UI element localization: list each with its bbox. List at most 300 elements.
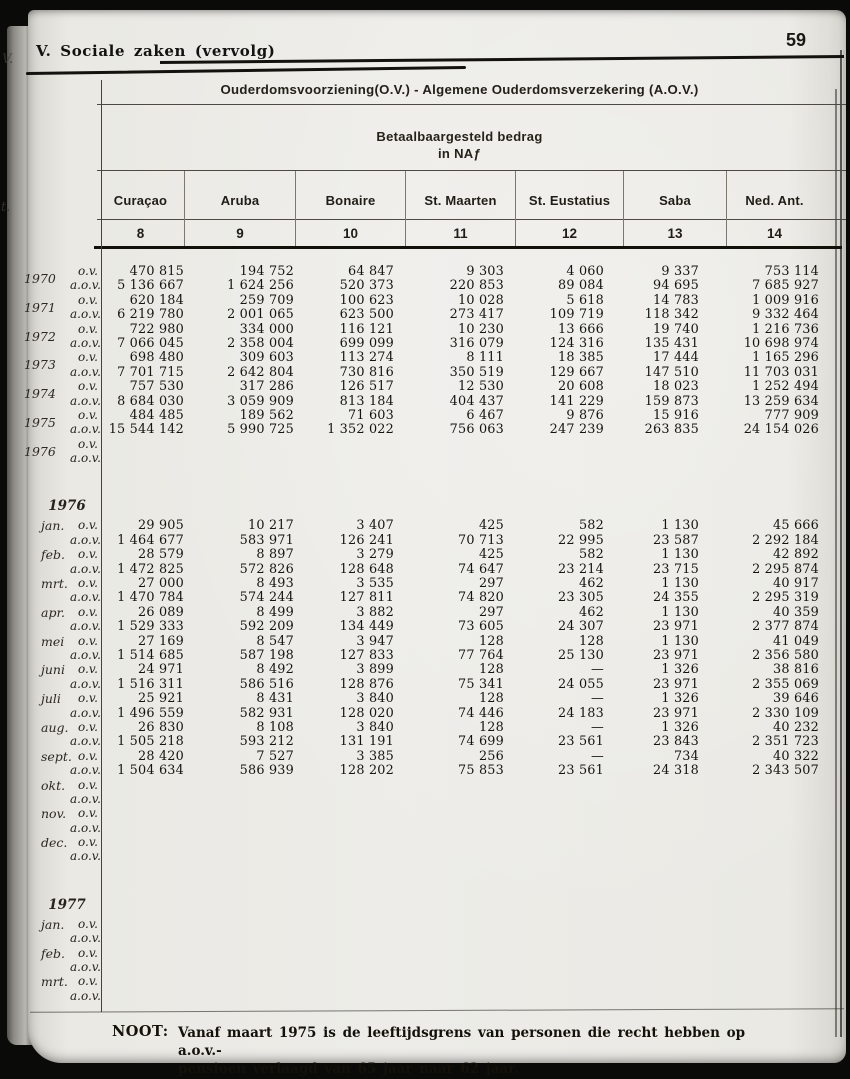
value-cell: 23 561 [558,734,604,750]
section-year-header: 1976 [48,498,86,515]
value-cell: 2 001 065 [227,307,294,323]
value-cell: 40 232 [773,719,819,735]
value-cell [185,821,295,835]
period-label: 1975 [24,414,56,430]
period-label: okt. [41,777,66,793]
value-cell: 586 939 [239,763,294,779]
value-cell: 118 342 [644,307,699,323]
value-cell: 13 666 [558,321,604,337]
value-cell: 77 764 [458,647,504,663]
value-cell [103,778,185,793]
ov-label: o.v. [78,292,98,307]
value-cell: 24 055 [558,676,604,692]
value-cell [295,931,395,945]
value-cell: 10 698 974 [743,335,819,351]
value-cell: 17 444 [653,350,699,366]
value-cell [185,437,295,452]
table-row [22,662,828,676]
table-row [22,835,828,849]
value-cell [295,437,395,452]
value-cell: 39 646 [773,691,819,707]
value-cell [295,821,395,835]
value-cell [295,974,395,989]
value-cell: — [591,719,604,735]
value-cell [605,849,700,863]
value-cell: 699 099 [339,335,394,351]
value-cell: 24 154 026 [743,422,819,438]
aov-label: a.o.v. [70,734,101,749]
value-cell: 6 467 [466,407,504,423]
value-cell: 194 752 [239,264,294,279]
period-label: juli [41,691,61,707]
table-row [22,691,828,705]
value-cell [395,989,505,1003]
value-cell: 698 480 [129,350,184,366]
value-cell: 128 020 [339,705,394,721]
value-cell: 3 899 [356,662,394,678]
value-cell: 23 305 [558,590,604,606]
ov-label: o.v. [78,691,98,706]
period-label: apr. [41,604,66,620]
value-cell: 128 [478,633,504,649]
table-row [22,605,828,619]
value-cell: 141 229 [549,393,604,409]
value-cell: 334 000 [239,321,294,337]
value-cell [295,806,395,821]
value-cell: 1 496 559 [117,705,184,721]
column-number-5: 12 [516,219,624,246]
value-cell: 1 165 296 [752,350,819,366]
value-cell [185,806,295,821]
period-label: sept. [41,748,72,764]
table-row [22,917,828,931]
value-cell: 189 562 [239,407,294,423]
value-cell [103,974,185,989]
value-cell [395,849,505,863]
value-cell: 26 830 [138,719,184,735]
chapter-heading: V. Sociale zaken (vervolg) [36,42,276,60]
period-label [22,989,70,1003]
value-cell: 134 449 [339,619,394,635]
period-label: juni [41,662,65,678]
period-label [22,590,70,605]
table-row [22,778,828,792]
column-header-5: St. Eustatius [516,171,624,219]
value-cell [505,849,605,863]
value-cell: 1 326 [661,719,699,735]
value-cell: 757 530 [129,379,184,395]
ov-label: o.v. [78,350,98,365]
value-cell: 582 [578,518,604,534]
value-cell: 126 517 [339,379,394,395]
value-cell: 317 286 [239,379,294,395]
ov-label: o.v. [78,835,98,850]
page-edge-stripes [832,50,846,1037]
value-cell: 15 916 [653,407,699,423]
period-label: 1972 [24,328,56,344]
value-cell: 623 500 [339,307,394,323]
period-label: nov. [41,806,67,822]
value-cell [103,792,185,806]
table-row [22,278,828,292]
aov-label: a.o.v. [70,705,101,720]
ov-label: o.v. [78,576,98,591]
table-row [22,562,828,576]
value-cell [700,806,820,821]
aov-label: a.o.v. [70,451,101,466]
period-label [22,960,70,974]
value-cell: 127 833 [339,647,394,663]
ov-label: o.v. [78,379,98,394]
ov-label: o.v. [78,633,98,648]
value-cell: 128 [478,719,504,735]
value-cell: 23 843 [653,734,699,750]
table-row [22,720,828,734]
value-cell: 462 [578,576,604,592]
value-cell: 24 307 [558,619,604,635]
value-cell: 75 853 [458,763,504,779]
value-cell: 10 230 [458,321,504,337]
column-number-2: 9 [185,219,296,246]
value-cell: 2 642 804 [227,364,294,380]
value-cell: 19 740 [653,321,699,337]
value-cell: 128 [478,691,504,707]
value-cell: 23 971 [653,647,699,663]
value-cell: 1 130 [661,604,699,620]
ov-label: o.v. [78,547,98,562]
value-cell: 8 493 [256,576,294,592]
value-cell: 20 608 [558,379,604,395]
aov-label: a.o.v. [70,676,101,691]
value-cell: 71 603 [348,407,394,423]
value-cell: 27 169 [138,633,184,649]
value-cell: 11 703 031 [743,364,819,380]
aov-label: a.o.v. [70,393,101,408]
value-cell [185,835,295,850]
value-cell: 425 [478,547,504,563]
value-cell: 18 023 [653,379,699,395]
value-cell [605,960,700,974]
value-cell: 1 505 218 [117,734,184,750]
value-cell: 1 472 825 [117,561,184,577]
value-cell: 753 114 [764,264,819,279]
value-cell [185,778,295,793]
value-cell: 23 971 [653,705,699,721]
value-cell: 756 063 [449,422,504,438]
period-label: 1970 [24,271,56,286]
table-row [22,394,828,408]
aov-label: a.o.v. [70,849,101,864]
value-cell: 7 701 715 [117,364,184,380]
value-cell: 2 377 874 [752,619,819,635]
value-cell: 70 713 [458,532,504,548]
value-cell [700,931,820,945]
period-label: aug. [41,719,69,735]
value-cell: 3 882 [356,604,394,620]
table-row [22,648,828,662]
value-cell [395,437,505,452]
value-cell: 5 136 667 [117,278,184,294]
value-cell: 6 219 780 [117,307,184,323]
period-label: 1974 [24,386,56,402]
table-row [22,336,828,350]
table-row [22,849,828,863]
table-title: Ouderdomsvoorziening(O.V.) - Algemene Ouderdomsverzekering (A.O.V.) [220,82,699,97]
table-row [22,307,828,321]
value-cell: 127 811 [339,590,394,606]
value-cell: 586 516 [239,676,294,692]
value-cell: 3 407 [356,518,394,534]
value-cell [395,946,505,961]
period-label [22,648,70,663]
value-cell: 1 464 677 [117,532,184,548]
aov-label: a.o.v. [70,931,101,946]
aov-label: a.o.v. [70,278,101,293]
value-cell: 4 060 [566,264,604,279]
value-cell: 100 623 [339,292,394,308]
value-cell [700,437,820,452]
column-header-1: Curaçao [97,171,185,219]
table-row [22,974,828,988]
value-cell: 23 561 [558,763,604,779]
table-row [22,518,828,532]
value-cell: 462 [578,604,604,620]
ov-label: o.v. [78,974,98,989]
column-header-7: Ned. Ant. [745,192,804,208]
value-cell: 89 084 [558,278,604,294]
value-cell: 14 783 [653,292,699,308]
value-cell: 2 295 874 [752,561,819,577]
value-cell: 404 437 [449,393,504,409]
note-line1: Vanaf maart 1975 is de leeftijdsgrens van personen die recht hebben op a.o.v.- [178,1025,746,1059]
ov-label: o.v. [78,748,98,763]
value-cell [700,778,820,793]
value-cell: 1 516 311 [117,676,184,692]
value-cell [395,835,505,850]
value-cell: 23 715 [653,561,699,577]
ov-label: o.v. [78,777,98,792]
period-label: mrt. [41,974,68,990]
value-cell [295,960,395,974]
aov-label: a.o.v. [70,364,101,379]
value-cell [505,806,605,821]
value-cell [505,960,605,974]
aov-label: a.o.v. [70,561,101,576]
value-cell: 24 971 [138,662,184,678]
value-cell: 2 343 507 [752,763,819,779]
value-cell: 8 547 [256,633,294,649]
value-cell: 135 431 [644,335,699,351]
value-cell [605,451,700,465]
aov-label: a.o.v. [70,619,101,634]
table-row [22,821,828,835]
value-cell [185,917,295,932]
column-number-7: 14 [766,226,783,241]
period-label [22,619,70,634]
period-label [22,734,70,749]
value-cell: 582 [578,547,604,563]
table-row [22,946,828,960]
period-label: mei [41,633,65,649]
value-cell: 113 274 [339,350,394,366]
period-label [22,931,70,945]
period-label [22,821,70,835]
value-cell: 273 417 [449,307,504,323]
table-row [22,365,828,379]
value-cell: 620 184 [129,292,184,308]
value-cell [505,946,605,961]
value-cell: 470 815 [129,264,184,279]
value-cell [605,917,700,932]
period-label [22,706,70,721]
aov-label: a.o.v. [70,960,101,975]
aov-label: a.o.v. [70,988,101,1003]
value-cell: 40 917 [773,576,819,592]
value-cell: 350 519 [449,364,504,380]
value-cell [103,960,185,974]
value-cell [395,974,505,989]
value-cell: 159 873 [644,393,699,409]
column-number-4: 11 [406,219,516,246]
value-cell [395,821,505,835]
value-cell: 131 191 [339,734,394,750]
value-cell: 8 111 [466,350,504,366]
table-row [22,806,828,820]
aov-label: a.o.v. [70,647,101,662]
value-cell: 3 059 909 [227,393,294,409]
value-cell: 23 587 [653,532,699,548]
value-cell: 116 121 [339,321,394,337]
value-cell [103,946,185,961]
period-label: jan. [41,518,65,534]
value-cell: 45 666 [773,518,819,534]
ov-label: o.v. [78,945,98,960]
value-cell [185,989,295,1003]
value-cell: 1 130 [661,518,699,534]
value-cell: 28 420 [138,748,184,764]
value-cell [103,849,185,863]
aov-label: a.o.v. [70,307,101,322]
aov-label: a.o.v. [70,763,101,778]
table-row [22,634,828,648]
value-cell: 126 241 [339,532,394,548]
value-cell: 520 373 [339,278,394,294]
value-cell: — [591,662,604,678]
value-cell: 8 684 030 [117,393,184,409]
value-cell: 734 [673,748,699,764]
value-cell [505,974,605,989]
value-cell: 1 470 784 [117,590,184,606]
table-subtitle [97,128,822,162]
value-cell [605,437,700,452]
value-cell [605,946,700,961]
value-cell: 8 897 [256,547,294,563]
ov-label: o.v. [78,321,98,336]
period-label: 1973 [24,357,56,373]
value-cell [185,931,295,945]
value-cell [700,821,820,835]
value-cell [395,931,505,945]
period-label [22,849,70,863]
value-cell [505,821,605,835]
value-cell: 64 847 [348,264,394,279]
value-cell: 2 292 184 [752,532,819,548]
period-label [22,792,70,806]
value-cell: 24 318 [653,763,699,779]
value-cell [295,989,395,1003]
value-cell [605,974,700,989]
value-cell [700,792,820,806]
value-cell [295,451,395,465]
value-cell: 593 212 [239,734,294,750]
value-cell [103,989,185,1003]
period-label: dec. [41,835,68,851]
value-cell [505,451,605,465]
value-cell: 23 971 [653,619,699,635]
value-cell: 2 355 069 [752,676,819,692]
value-cell: 75 341 [458,676,504,692]
value-cell: 109 719 [549,307,604,323]
value-cell: 25 130 [558,647,604,663]
table-row [22,763,828,777]
ov-label: o.v. [78,719,98,734]
value-cell: 572 826 [239,561,294,577]
value-cell: 297 [478,576,504,592]
value-cell: 147 510 [644,364,699,380]
value-cell: 587 198 [239,647,294,663]
value-cell: 38 816 [773,662,819,678]
value-cell: 74 699 [458,734,504,750]
value-cell [505,917,605,932]
value-cell [700,989,820,1003]
value-cell: 23 971 [653,676,699,692]
value-cell: 2 330 109 [752,705,819,721]
period-label: mrt. [41,576,68,592]
value-cell: 1 326 [661,662,699,678]
value-cell [103,835,185,850]
value-cell: 40 322 [773,748,819,764]
value-cell: 24 183 [558,705,604,721]
ov-label: o.v. [78,662,98,677]
value-cell: 15 544 142 [108,422,184,438]
value-cell: 259 709 [239,292,294,308]
value-cell: 263 835 [644,422,699,438]
value-cell [505,835,605,850]
value-cell: 5 990 725 [227,422,294,438]
value-cell [395,917,505,932]
value-cell: 813 184 [339,393,394,409]
value-cell [395,960,505,974]
period-label: feb. [41,547,65,563]
value-cell: — [591,748,604,764]
value-cell: 18 385 [558,350,604,366]
value-cell: 10 028 [458,292,504,308]
value-cell: 25 921 [138,691,184,707]
value-cell: 7 685 927 [752,278,819,294]
value-cell: 425 [478,518,504,534]
table-row [22,590,828,604]
period-label: 1971 [24,299,56,315]
table-row [22,677,828,691]
value-cell [605,821,700,835]
value-cell: 1 252 494 [752,379,819,395]
value-cell [103,917,185,932]
margin-artifact-mid: t. [1,200,11,215]
ov-label: o.v. [78,604,98,619]
value-cell: 583 971 [239,532,294,548]
value-cell [605,778,700,793]
value-cell: 7 527 [256,748,294,764]
